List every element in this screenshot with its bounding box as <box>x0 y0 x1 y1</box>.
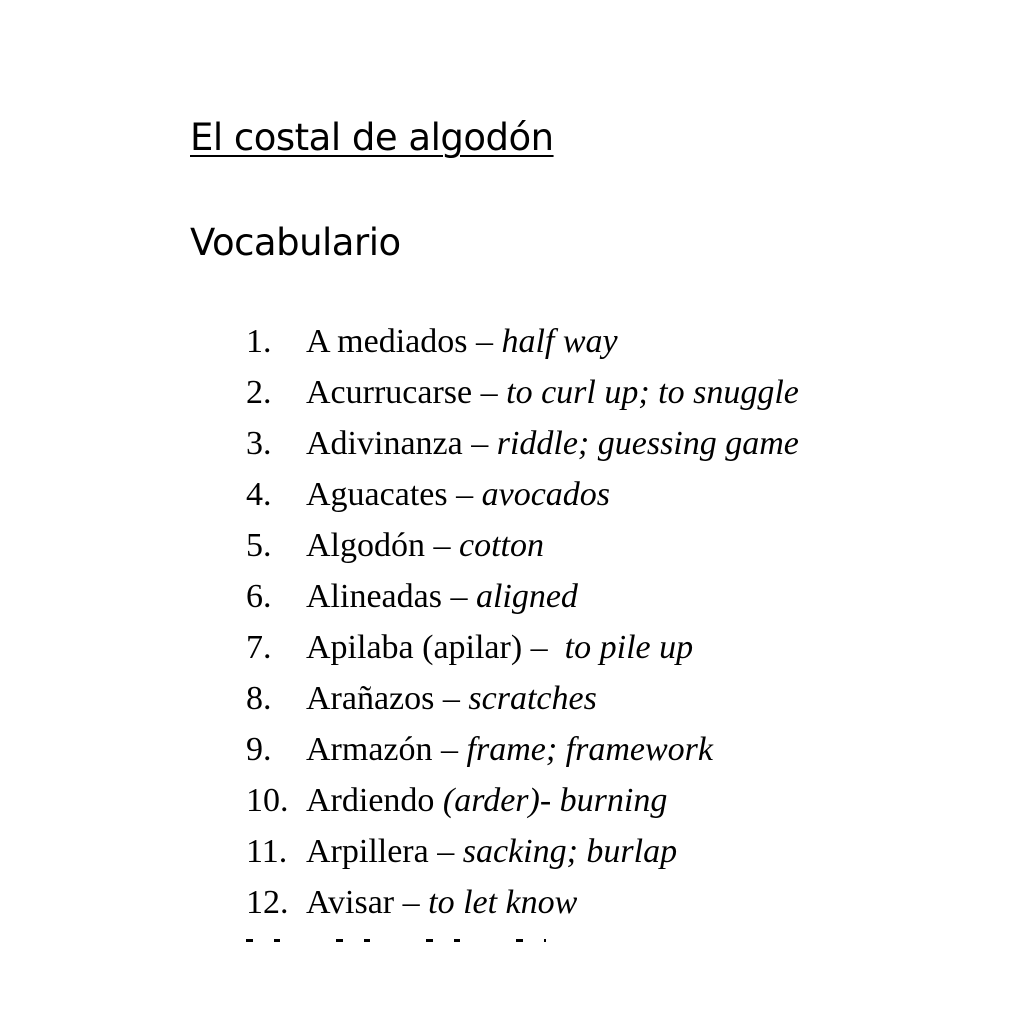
spanish-term: Arañazos <box>306 680 435 717</box>
separator: – <box>462 425 497 462</box>
vocab-item <box>246 877 799 928</box>
item-number: 9. <box>246 731 272 768</box>
english-definition: aligned <box>475 578 578 615</box>
english-definition: half way <box>501 323 618 360</box>
item-number: 4. <box>246 476 272 513</box>
separator: – <box>428 833 463 870</box>
spanish-term: Apilaba (apilar) <box>306 629 523 666</box>
item-number: 10. <box>246 782 289 819</box>
spanish-term: Alineadas <box>306 578 442 615</box>
english-definition: avocados <box>481 476 611 513</box>
english-definition: riddle; guessing game <box>496 425 799 462</box>
english-definition: to pile up <box>564 629 694 666</box>
spanish-term: Avisar <box>306 884 395 921</box>
separator: – <box>394 884 429 921</box>
item-number: 8. <box>246 680 272 717</box>
separator: – <box>432 731 467 768</box>
vocab-item <box>246 469 799 520</box>
spanish-term: Adivinanza <box>306 425 463 462</box>
spanish-term: Armazón <box>306 731 433 768</box>
separator <box>434 782 443 819</box>
separator: – <box>425 527 459 564</box>
separator: – <box>467 323 502 360</box>
vocab-item <box>246 622 799 673</box>
separator: – <box>447 476 482 513</box>
item-number: 2. <box>246 374 272 411</box>
english-definition: cotton <box>459 527 544 564</box>
separator: – <box>434 680 469 717</box>
english-definition: frame; framework <box>466 731 713 768</box>
vocab-item <box>246 826 799 877</box>
english-definition: sacking; burlap <box>462 833 678 870</box>
item-number: 7. <box>246 629 272 666</box>
vocabulary-list <box>246 316 799 928</box>
spanish-term: Ardiendo <box>306 782 435 819</box>
cropped-next-line <box>246 930 546 944</box>
separator: – <box>441 578 476 615</box>
item-number: 3. <box>246 425 272 462</box>
item-number: 6. <box>246 578 272 615</box>
vocab-item <box>246 673 799 724</box>
vocab-item <box>246 520 799 571</box>
english-definition: to curl up; to snuggle <box>506 374 799 411</box>
item-number: 11. <box>246 833 288 870</box>
vocab-item <box>246 316 799 367</box>
separator: – <box>522 629 565 666</box>
spanish-term: A mediados <box>306 323 468 360</box>
item-number: 12. <box>246 884 289 921</box>
vocab-item <box>246 418 799 469</box>
spanish-term: Algodón <box>306 527 425 564</box>
vocab-item <box>246 775 799 826</box>
separator: – <box>472 374 507 411</box>
spanish-term: Aguacates <box>306 476 448 513</box>
section-heading-vocabulario: Vocabulario <box>190 221 401 264</box>
english-definition: scratches <box>468 680 597 717</box>
spanish-term: Acurrucarse <box>306 374 473 411</box>
item-number: 5. <box>246 527 272 564</box>
document-title: El costal de algodón <box>190 116 554 159</box>
item-number: 1. <box>246 323 272 360</box>
english-definition: to let know <box>428 884 578 921</box>
vocab-item <box>246 724 799 775</box>
vocab-item <box>246 367 799 418</box>
spanish-term: Arpillera <box>306 833 429 870</box>
vocab-item <box>246 571 799 622</box>
english-definition: (arder)- burning <box>442 782 668 819</box>
